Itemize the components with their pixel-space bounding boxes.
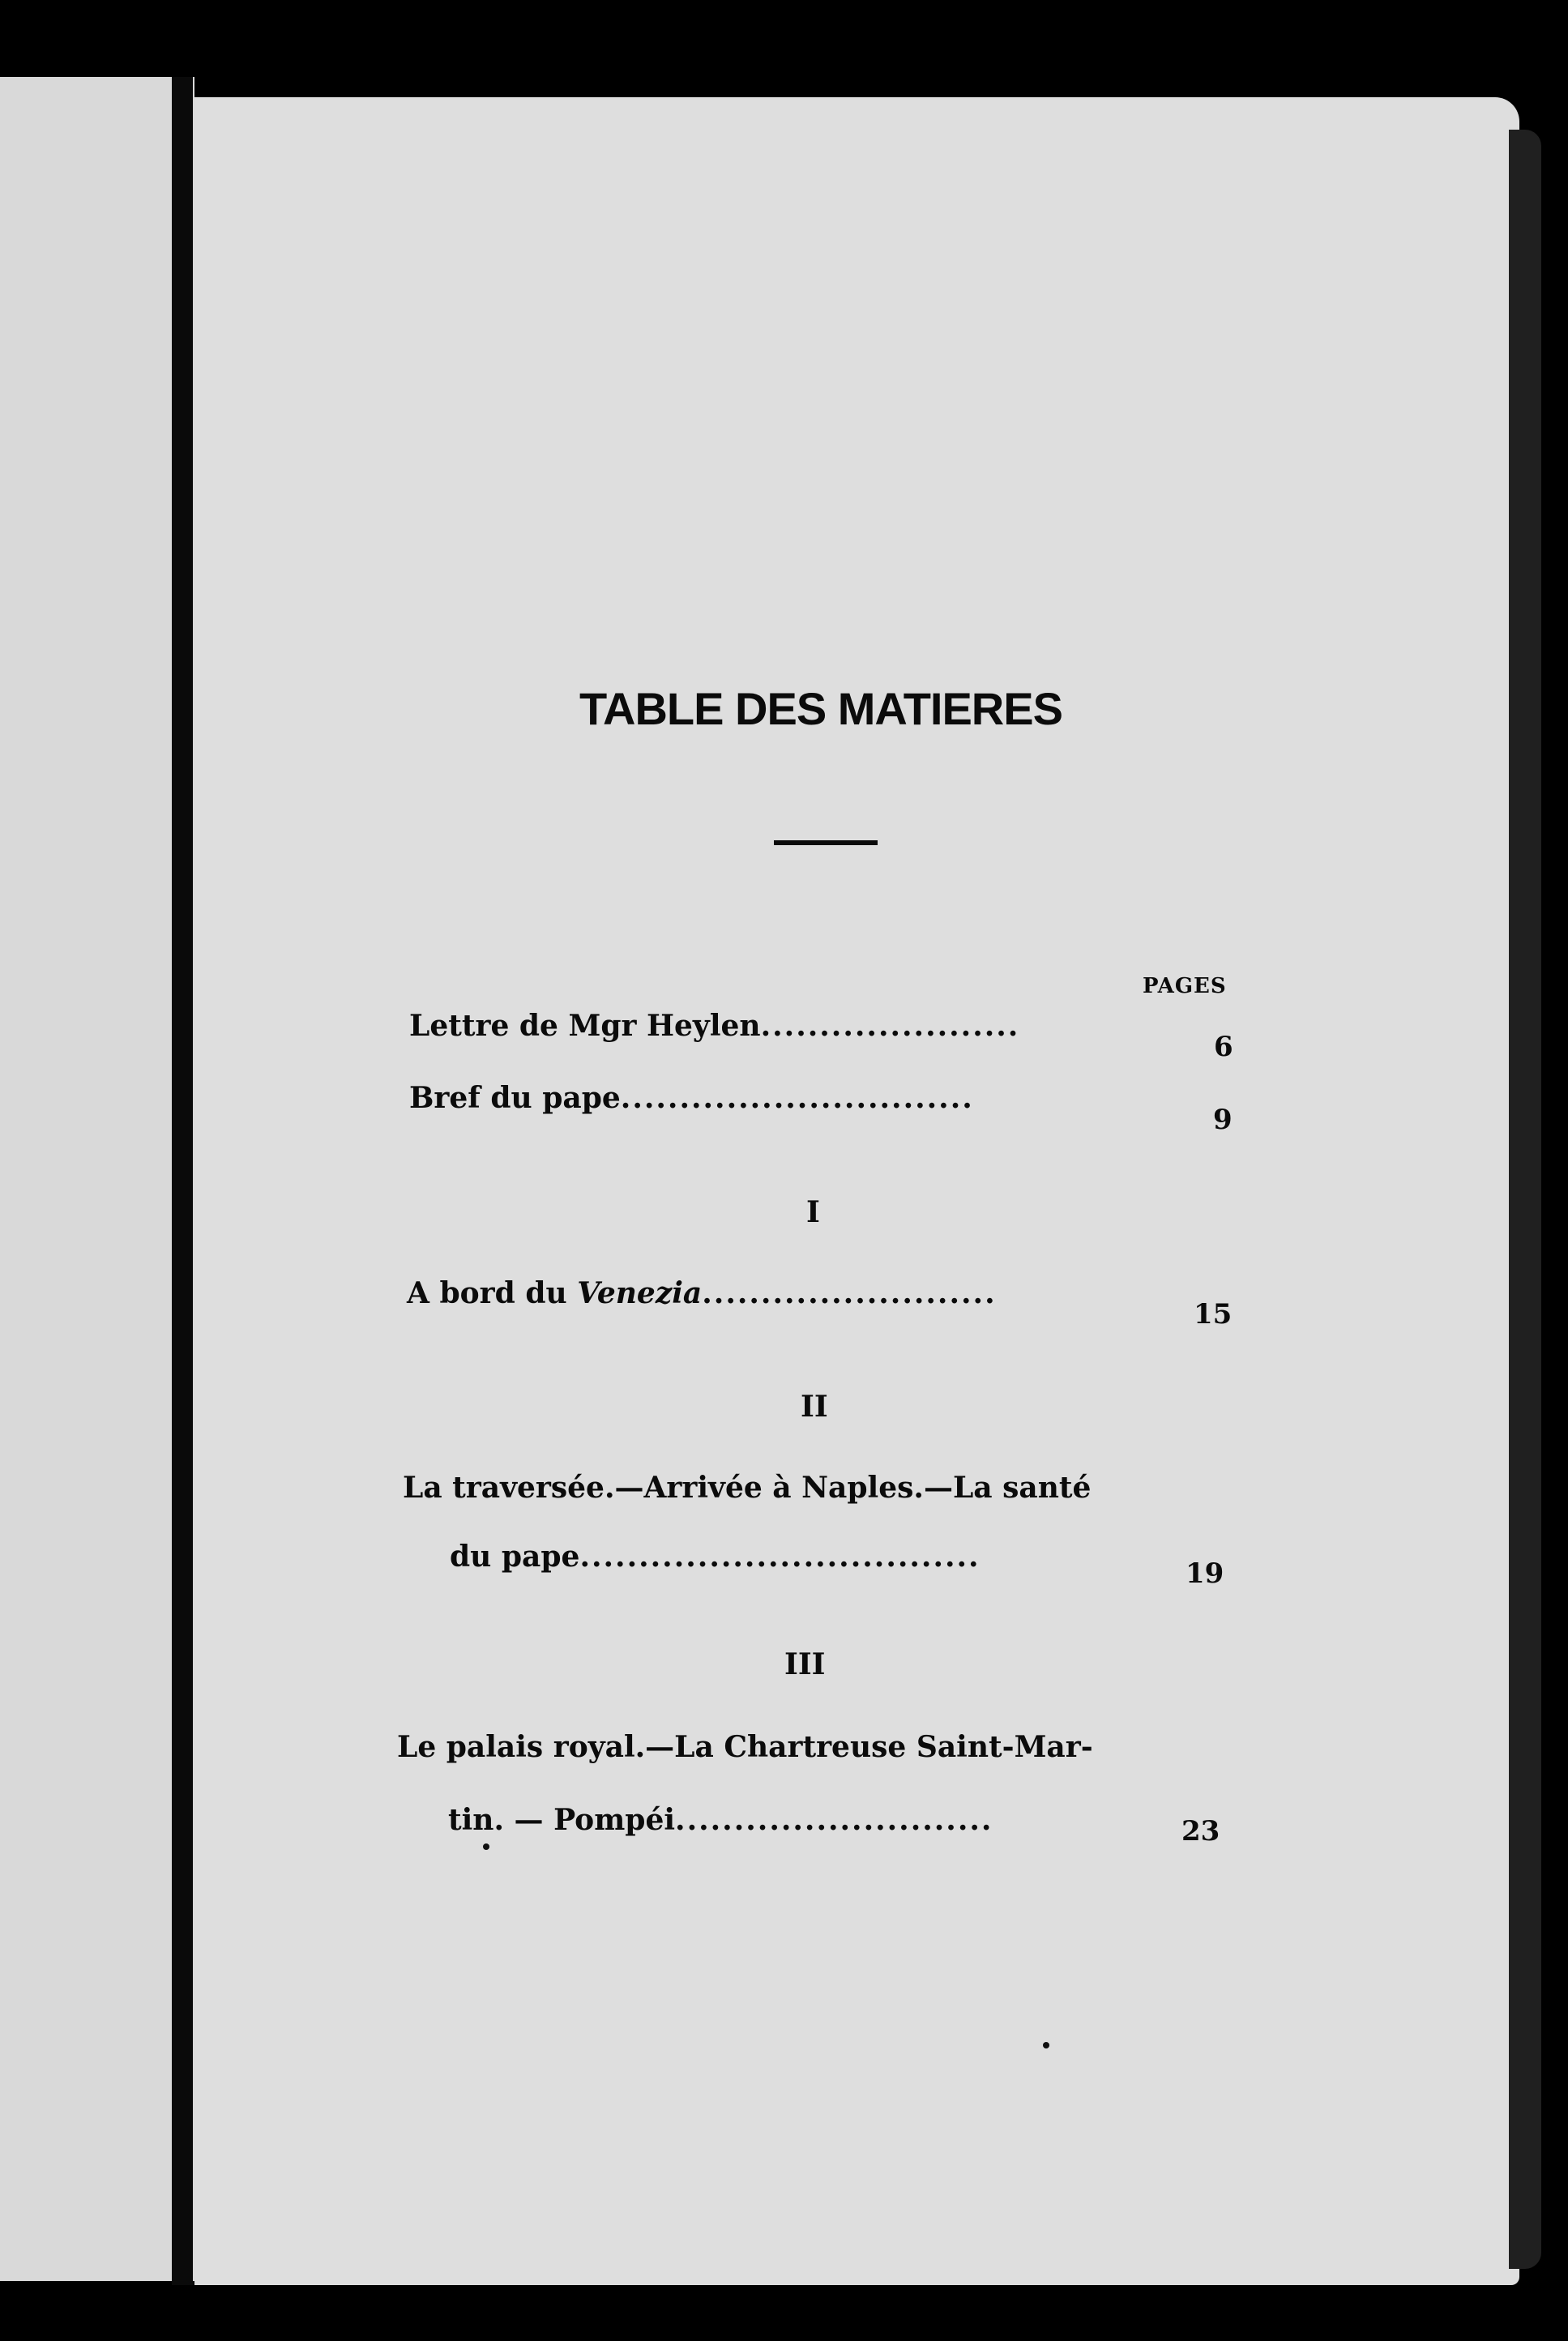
scan-speck xyxy=(1043,2042,1049,2048)
toc-leader-dots: .................................. xyxy=(579,1540,981,1574)
toc-entry xyxy=(403,1471,1091,1505)
scan-speck xyxy=(483,1843,489,1850)
toc-leader-dots: ...................... xyxy=(760,1009,1020,1043)
toc-entry xyxy=(409,1081,974,1115)
toc-entry-page: 23 xyxy=(1181,1815,1220,1848)
section-numeral: III xyxy=(784,1647,826,1681)
toc-entry-title: Bref du pape xyxy=(409,1081,621,1115)
toc-entry xyxy=(409,1009,1019,1043)
toc-entry-title-line2: tin. — Pompéi xyxy=(448,1803,676,1837)
toc-leader-dots: ........................... xyxy=(675,1803,993,1837)
previous-page-edge xyxy=(0,77,194,2281)
toc-entry xyxy=(397,1730,1093,1764)
title-divider xyxy=(774,840,878,845)
section-numeral: I xyxy=(806,1195,820,1229)
toc-entry-title-line2: du pape xyxy=(450,1540,580,1574)
toc-entry xyxy=(448,1803,993,1837)
toc-leader-dots: ......................... xyxy=(702,1276,997,1310)
page xyxy=(194,97,1519,2285)
toc-entry xyxy=(450,1540,981,1574)
page-title: TABLE DES MATIERES xyxy=(579,683,1062,734)
toc-entry-title-line1: Le palais royal.—La Chartreuse Saint-Mar- xyxy=(397,1730,1093,1764)
toc-entry-ship-name: Venezia xyxy=(577,1276,703,1310)
toc-leader-dots: .............................. xyxy=(620,1081,974,1115)
toc-entry xyxy=(407,1276,997,1310)
toc-entry-title: A bord du xyxy=(407,1276,578,1310)
toc-entry-title: Lettre de Mgr Heylen xyxy=(409,1009,761,1043)
toc-entry-page: 6 xyxy=(1214,1031,1233,1063)
page-right-edge xyxy=(1509,130,1541,2269)
pages-column-header: PAGES xyxy=(1143,974,1227,998)
toc-entry-page: 9 xyxy=(1213,1104,1233,1136)
toc-entry-page: 19 xyxy=(1186,1557,1224,1590)
book-gutter xyxy=(172,77,193,2285)
toc-entry-title-line1: La traversée.—Arrivée à Naples.—La santé xyxy=(403,1471,1092,1505)
toc-entry-page: 15 xyxy=(1194,1298,1233,1331)
section-numeral: II xyxy=(801,1390,828,1424)
